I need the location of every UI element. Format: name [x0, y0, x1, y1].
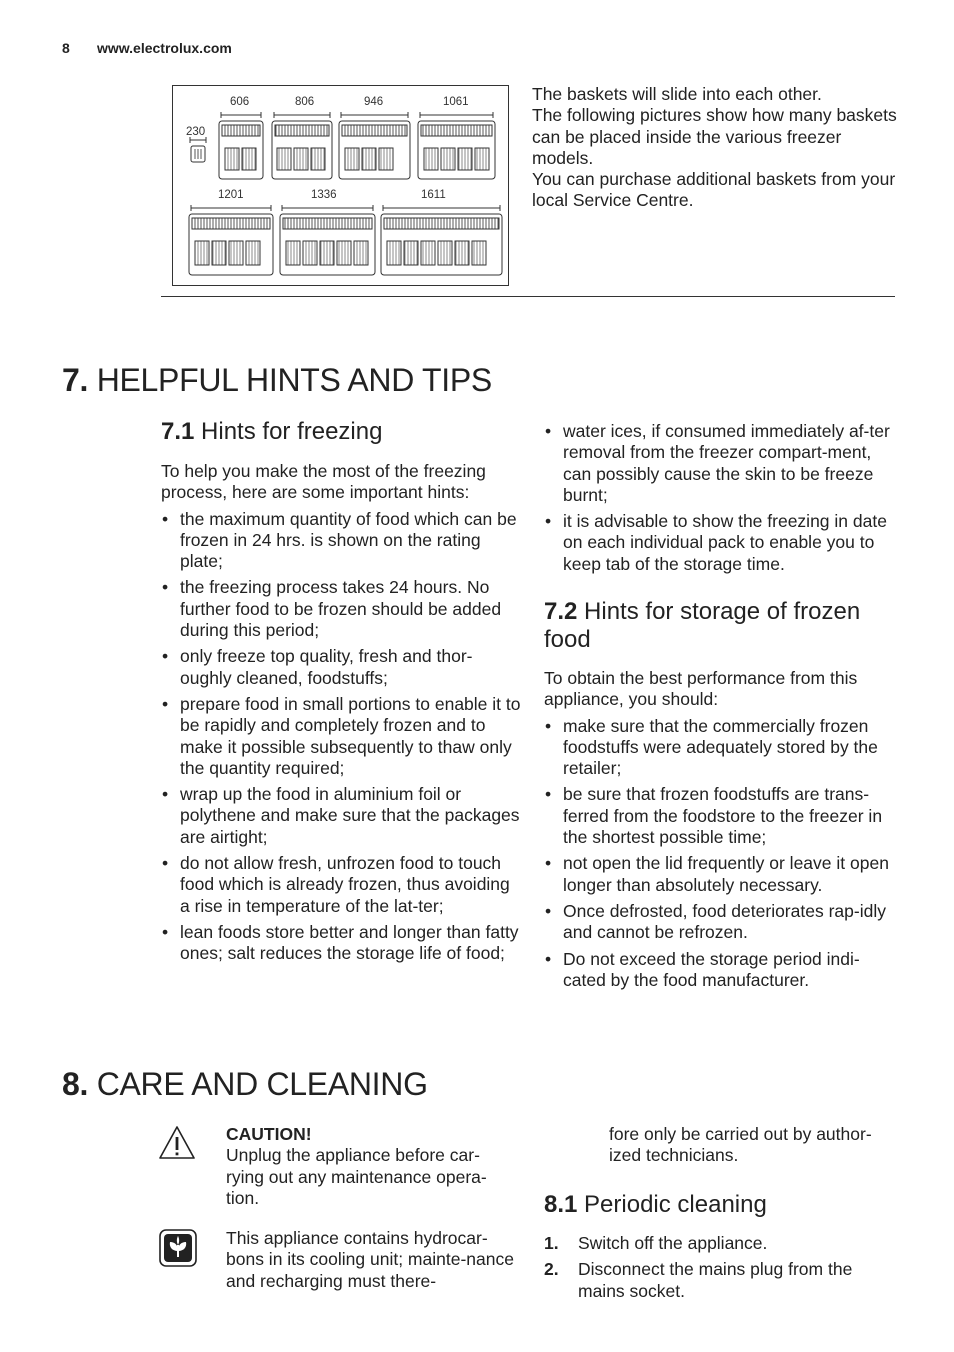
model-label-806: 806	[295, 96, 315, 108]
model-label-946: 946	[364, 96, 384, 108]
freezer-drawings	[173, 86, 508, 285]
list-item: • the maximum quantity of food which can be frozen in 24 hrs. is shown on the rating plate;	[161, 509, 521, 573]
header-url: www.electrolux.com	[97, 40, 232, 56]
basket-diagram	[172, 85, 509, 286]
environment-text: This appliance contains hydrocar-bons in its cooling unit; mainte-nance and recharging must there-	[226, 1228, 514, 1291]
list-item: • only freeze top quality, fresh and thor-oughly cleaned, foodstuffs;	[161, 646, 521, 689]
section-divider	[161, 296, 895, 297]
caution-text: Unplug the appliance before car-rying out any maintenance opera-tion.	[226, 1145, 487, 1208]
environment-icon	[159, 1229, 197, 1267]
model-label-1201: 1201	[218, 189, 244, 201]
section-8-1-title: Periodic cleaning	[584, 1191, 767, 1218]
section-8-heading	[62, 1066, 428, 1103]
list-item: • it is advisable to show the freezing in date on each individual pack to enable you to keep tab of the storage time.	[544, 511, 899, 575]
intro-para-1: The baskets will slide into each other.	[532, 84, 822, 104]
list-item: • be sure that frozen foodstuffs are trans-ferred from the foodstore to the freezer in the shortest possible time;	[544, 784, 899, 848]
list-item: • not open the lid frequently or leave it open longer than absolutely necessary.	[544, 853, 899, 896]
list-item	[544, 1259, 894, 1302]
step-number: 1.	[544, 1233, 559, 1253]
section-8-1-heading	[544, 1191, 899, 1219]
section-7-number: 7.	[62, 362, 89, 398]
list-item: • lean foods store better and longer than fatty ones; salt reduces the storage life of food;	[161, 922, 521, 965]
section-8-title: CARE AND CLEANING	[96, 1066, 428, 1102]
section-7-title: HELPFUL HINTS AND TIPS	[96, 362, 492, 398]
model-label-606: 606	[230, 96, 250, 108]
basket-intro	[532, 84, 902, 212]
list-item	[544, 1233, 894, 1254]
storage-hints-list	[544, 716, 899, 992]
list-item: • wrap up the food in aluminium foil or polythene and make sure that the packages are airtight;	[161, 784, 521, 848]
section-7-1-intro: To help you make the most of the freezing process, here are some important hints:	[161, 461, 486, 503]
section-7-2-intro: To obtain the best performance from this appliance, you should:	[544, 668, 858, 710]
section-7-2-heading	[544, 598, 899, 654]
cleaning-steps-list	[544, 1233, 894, 1302]
list-item: • Once defrosted, food deteriorates rap-idly and cannot be refrozen.	[544, 901, 899, 944]
section-7-2-number: 7.2	[544, 598, 578, 625]
intro-para-3: You can purchase additional baskets from your local Service Centre.	[532, 169, 896, 211]
list-item: • Do not exceed the storage period indi-cated by the food manufacturer.	[544, 949, 899, 992]
step-text: Disconnect the mains plug from the mains socket.	[578, 1259, 853, 1301]
model-label-1336: 1336	[311, 189, 337, 201]
section-7-1-body-cont	[544, 421, 899, 580]
section-7-1-heading	[161, 418, 521, 446]
step-text: Switch off the appliance.	[578, 1233, 768, 1253]
section-7-heading	[62, 362, 492, 399]
list-item: • prepare food in small portions to enable it to be rapidly and completely frozen and to make it possible subsequently to thaw only the quantity required;	[161, 694, 521, 779]
intro-para-2: The following pictures show how many baskets can be placed inside the various freezer models.	[532, 105, 897, 168]
caution-block	[226, 1124, 516, 1209]
model-label-1611: 1611	[421, 189, 446, 201]
section-7-1-title: Hints for freezing	[201, 418, 383, 445]
section-8-1-number: 8.1	[544, 1191, 578, 1218]
freezing-hints-list-cont	[544, 421, 899, 575]
list-item: • water ices, if consumed immediately af-ter removal from the freezer compart-ment, can possibly cause the skin to be freeze burnt;	[544, 421, 899, 506]
list-item: • the freezing process takes 24 hours. No further food to be frozen should be added during this period;	[161, 577, 521, 641]
section-7-2-body	[544, 668, 899, 996]
section-7-1-body	[161, 461, 521, 970]
section-8-number: 8.	[62, 1066, 89, 1102]
list-item: • do not allow fresh, unfrozen food to touch food which is already frozen, thus avoiding a rise in temperature of the lat-ter;	[161, 853, 521, 917]
warning-triangle-icon	[157, 1124, 197, 1162]
model-label-1061: 1061	[443, 96, 469, 108]
page-number: 8	[62, 40, 70, 56]
section-7-2-title: Hints for storage of frozen food	[544, 598, 861, 653]
section-8-1-body	[544, 1233, 894, 1307]
list-item: • make sure that the commercially frozen foodstuffs were adequately stored by the retailer;	[544, 716, 899, 780]
environment-text-cont: fore only be carried out by author-ized technicians.	[609, 1124, 872, 1166]
basket-label-230: 230	[186, 126, 206, 138]
step-number: 2.	[544, 1259, 559, 1280]
caution-title: CAUTION!	[226, 1124, 312, 1144]
freezing-hints-list	[161, 509, 521, 965]
section-7-1-number: 7.1	[161, 418, 195, 445]
